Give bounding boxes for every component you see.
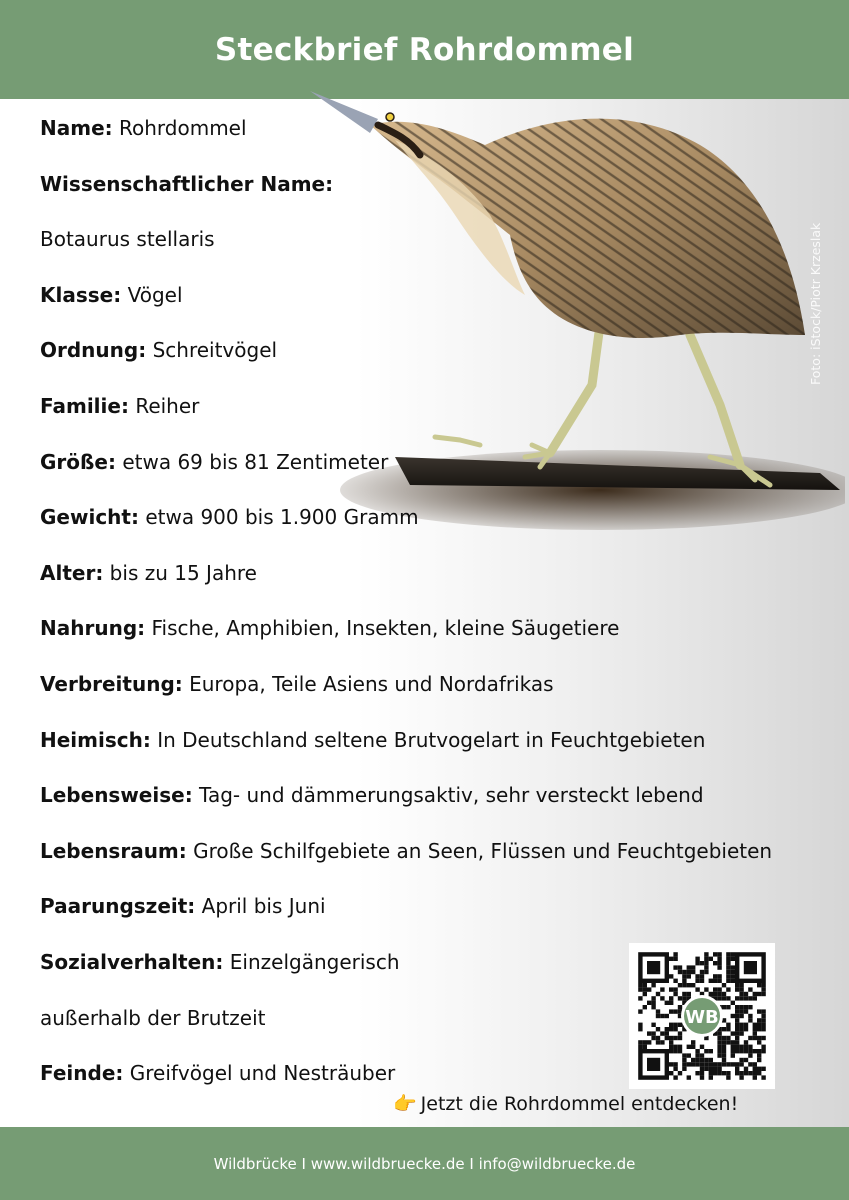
fact-row bbox=[40, 839, 772, 863]
fact-value: Greifvögel und Nesträuber bbox=[123, 1061, 396, 1085]
fact-label: Familie: bbox=[40, 394, 129, 418]
fact-label: Verbreitung: bbox=[40, 672, 183, 696]
fact-value: Reiher bbox=[128, 394, 200, 418]
fact-label: Feinde: bbox=[40, 1061, 124, 1085]
fact-row bbox=[40, 394, 199, 418]
fact-value: Einzelgängerisch bbox=[223, 950, 400, 974]
fact-value: außerhalb der Brutzeit bbox=[40, 1006, 266, 1030]
fact-label: Gewicht: bbox=[40, 505, 139, 529]
fact-row bbox=[40, 283, 183, 307]
fact-label: Nahrung: bbox=[40, 616, 146, 640]
fact-row bbox=[40, 1006, 266, 1030]
fact-label: Klasse: bbox=[40, 283, 122, 307]
bird-foot-left bbox=[435, 437, 480, 445]
fact-row bbox=[40, 450, 388, 474]
bird-eye bbox=[386, 113, 394, 121]
fact-value: Fische, Amphibien, Insekten, kleine Säugetiere bbox=[145, 616, 620, 640]
pointing-hand-icon: 👉 bbox=[393, 1093, 417, 1115]
fact-row bbox=[40, 227, 215, 251]
fact-row bbox=[40, 950, 400, 974]
fact-value: Europa, Teile Asiens und Nordafrikas bbox=[182, 672, 554, 696]
fact-row bbox=[40, 728, 705, 752]
fact-label: Paarungszeit: bbox=[40, 894, 196, 918]
photo-credit: Foto: iStock/Piotr Krzeslak bbox=[808, 222, 823, 385]
fact-value: etwa 900 bis 1.900 Gramm bbox=[138, 505, 419, 529]
cta-link[interactable] bbox=[393, 1092, 738, 1116]
fact-value: Große Schilfgebiete an Seen, Flüssen und Feuchtgebieten bbox=[186, 839, 773, 863]
fact-label: Wissenschaftlicher Name: bbox=[40, 172, 334, 196]
fact-row bbox=[40, 338, 277, 362]
fact-label: Lebensweise: bbox=[40, 783, 193, 807]
bird-leg-back bbox=[690, 335, 740, 465]
fact-label: Alter: bbox=[40, 561, 104, 585]
fact-row bbox=[40, 505, 419, 529]
qr-code[interactable] bbox=[629, 943, 775, 1089]
fact-row bbox=[40, 172, 333, 196]
bird-leg-front bbox=[550, 325, 600, 453]
fact-value: Botaurus stellaris bbox=[40, 227, 215, 251]
bird-beak bbox=[310, 91, 378, 133]
wb-logo-text: WB bbox=[685, 1007, 719, 1028]
fact-value: Schreitvögel bbox=[146, 338, 278, 362]
fact-value: etwa 69 bis 81 Zentimeter bbox=[115, 450, 389, 474]
fact-row bbox=[40, 116, 247, 140]
fact-label: Heimisch: bbox=[40, 728, 151, 752]
fact-label: Größe: bbox=[40, 450, 116, 474]
fact-row bbox=[40, 783, 704, 807]
qr-code-icon bbox=[629, 943, 775, 1089]
footer-contact[interactable]: Wildbrücke I www.wildbruecke.de I info@wildbruecke.de bbox=[213, 1154, 636, 1173]
fact-row bbox=[40, 1061, 395, 1085]
fact-value: In Deutschland seltene Brutvogelart in Feuchtgebieten bbox=[150, 728, 706, 752]
fact-row bbox=[40, 561, 257, 585]
fact-label: Lebensraum: bbox=[40, 839, 187, 863]
fact-value: Tag- und dämmerungsaktiv, sehr versteckt lebend bbox=[192, 783, 704, 807]
fact-label: Ordnung: bbox=[40, 338, 147, 362]
fact-value: Vögel bbox=[121, 283, 183, 307]
fact-value: Rohrdommel bbox=[112, 116, 247, 140]
fact-label: Sozialverhalten: bbox=[40, 950, 224, 974]
fact-row bbox=[40, 672, 554, 696]
fact-row bbox=[40, 616, 619, 640]
fact-value: April bis Juni bbox=[195, 894, 326, 918]
footer-bar bbox=[0, 1127, 849, 1200]
page-title: Steckbrief Rohrdommel bbox=[214, 31, 635, 68]
cta-text: Jetzt die Rohrdommel entdecken! bbox=[420, 1093, 739, 1115]
fact-row bbox=[40, 894, 326, 918]
fact-label: Name: bbox=[40, 116, 113, 140]
fact-value: bis zu 15 Jahre bbox=[103, 561, 257, 585]
